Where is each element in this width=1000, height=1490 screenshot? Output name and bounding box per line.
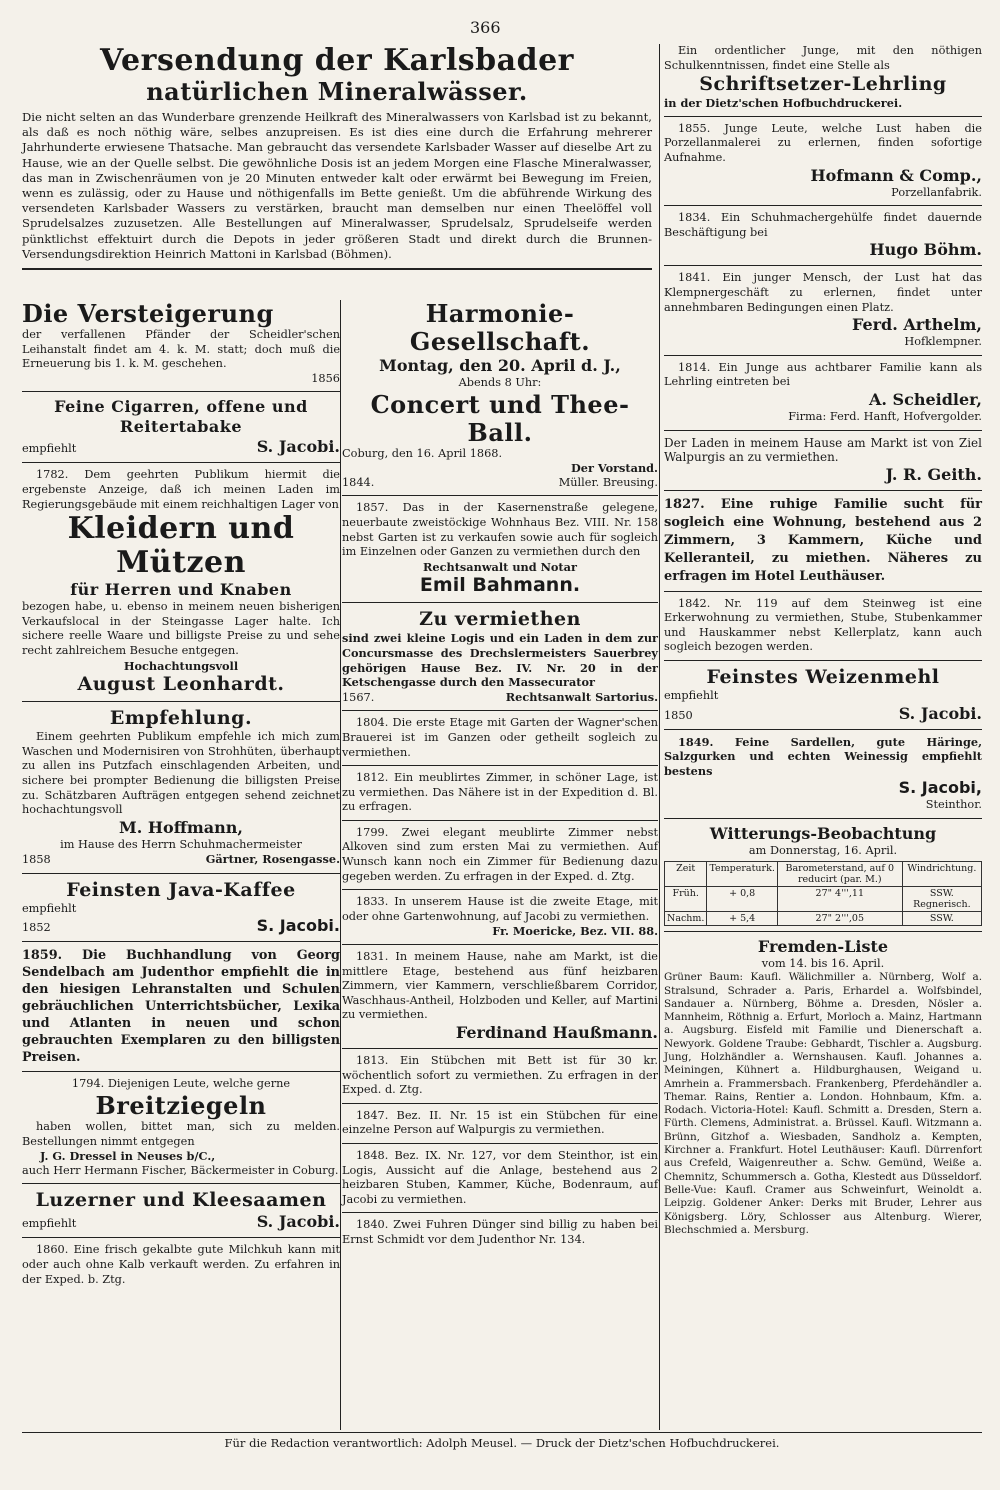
kleidern-name: August Leonhardt. — [77, 673, 285, 696]
divider — [342, 944, 658, 945]
mehl-name: S. Jacobi. — [898, 703, 982, 723]
karlsbad-subtitle: natürlichen Mineralwässer. — [146, 77, 528, 106]
divider — [22, 1237, 340, 1238]
mehl-empf: empfiehlt — [664, 689, 719, 703]
divider — [664, 490, 982, 491]
ad-1827: 1827. Eine ruhige Familie sucht für sogleich eine Wohnung, bestehend aus 2 Zimmern, 3 Kammern, Küche und Kelleranteil, zu miethen. Näheres zu erfragen im Hotel Leuthäuser. — [664, 496, 982, 584]
kaffee-title: Feinsten Java-Kaffee — [66, 878, 296, 901]
weather-date: am Donnerstag, 16. April. — [748, 844, 898, 858]
weather-cell: Früh. — [665, 886, 707, 911]
ziegel-title: Breitziegeln — [95, 1091, 267, 1121]
weather-title: Witterungs-Beobachtung — [709, 824, 937, 844]
harmonie-vorstand: Der Vorstand. — [570, 461, 658, 476]
ad-1834-name: Hugo Böhm. — [869, 240, 982, 260]
divider — [342, 820, 658, 821]
versteigerung-ad — [22, 300, 340, 386]
mehl-ad — [664, 666, 982, 724]
kleidern-title: Kleidern und Mützen — [67, 511, 295, 581]
vermiethen-title: Zu vermiethen — [419, 608, 581, 631]
karlsbad-title: Versendung der Karlsbader — [100, 43, 574, 78]
ad-1855-sub: Porzellanfabrik. — [891, 185, 982, 199]
cigarren-ad — [22, 397, 340, 457]
ad-1849-name: S. Jacobi, — [898, 778, 982, 798]
kaffee-name: S. Jacobi. — [256, 916, 340, 936]
page-number: 366 — [470, 18, 501, 37]
versteigerung-body: der verfallenen Pfänder der Scheidler'schen Leihanstalt findet am 4. k. M. statt; doch muß die Erneuerung bis 1. k. M. geschehen. — [22, 328, 340, 371]
table-row — [665, 886, 982, 911]
divider — [664, 205, 982, 206]
harmonie-date: Montag, den 20. April d. J., — [379, 356, 621, 375]
ad-1813: 1813. Ein Stübchen mit Bett ist für 30 kr. wöchentlich sofort zu vermiethen. Zu erfragen in der Exped. d. Ztg. — [342, 1054, 658, 1097]
harmonie-ad — [342, 300, 658, 490]
divider — [22, 462, 340, 463]
weather-cell: 27" 2''',05 — [777, 911, 902, 925]
ziegel-ad — [22, 1077, 340, 1178]
divider — [22, 941, 340, 942]
buchhandlung-ad: 1859. Die Buchhandlung von Georg Sendelbach am Judenthor empfiehlt die in den hiesigen Lehranstalten und Schulen gebräuchlichen Unterrichtsbücher, Lexika und Atlanten in neuen und schon gebrauchten Exemplaren zu den billigsten Preisen. — [22, 948, 340, 1066]
ad-1814-body: 1814. Ein Junge aus achtbarer Familie kann als Lehrling eintreten bei — [664, 360, 982, 389]
divider — [664, 660, 982, 661]
weather-header-row — [665, 861, 982, 886]
ad-1834 — [664, 211, 982, 260]
versteigerung-title: Die Versteigerung — [22, 299, 274, 328]
divider — [342, 710, 658, 711]
ad-1812: 1812. Ein meublirtes Zimmer, in schöner Lage, ist zu vermiethen. Das Nähere ist in der Expedition d. Bl. zu erfragen. — [342, 771, 658, 814]
weather-cell: Nachm. — [665, 911, 707, 925]
ad-1848: 1848. Bez. IX. Nr. 127, vor dem Steinthor, ist ein Logis, Aussicht auf die Anlage, bestehend aus 2 heizbaren Stuben, Kammer, Küche, Bodenraum, auf Jacobi zu vermiethen. — [342, 1148, 658, 1206]
kaffee-empf: empfiehlt — [22, 901, 77, 915]
weather-header: Windrichtung. — [902, 861, 981, 886]
lehrling-intro: Ein ordentlicher Junge, mit den nöthigen Schulkenntnissen, findet eine Stelle als — [664, 44, 982, 72]
klee-title: Luzerner und Kleesaamen — [35, 1189, 327, 1212]
wohnhaus-ad — [342, 501, 658, 597]
mehl-num: 1850 — [664, 708, 693, 722]
middle-column — [342, 300, 658, 1250]
weather-cell: + 5,4 — [707, 911, 777, 925]
ad-1841-body: 1841. Ein junger Mensch, der Lust hat das Klempnergeschäft zu erlernen, findet unter annehmbaren Bedingungen einen Platz. — [664, 271, 982, 314]
fremden-ad — [664, 937, 982, 1238]
ad-1831-name: Ferdinand Haußmann. — [455, 1023, 658, 1042]
lehrling-title: Schriftsetzer-Lehrling — [699, 73, 947, 96]
harmonie-num: 1844. — [342, 475, 375, 489]
versteigerung-num: 1856 — [311, 371, 340, 385]
mehl-title: Feinstes Weizenmehl — [706, 666, 940, 689]
harmonie-title: Harmonie-Gesellschaft. — [409, 299, 591, 356]
kleidern-intro: 1782. Dem geehrten Publikum hiermit die ergebenste Anzeige, daß ich meinen Laden im Regierungsgebäude mit einem reichhaltigen Lager von — [22, 468, 340, 511]
kleidern-gruss: Hochachtungsvoll — [123, 658, 239, 673]
ad-1841-sub: Hofklempner. — [904, 335, 982, 349]
empfehlung-name: M. Hoffmann, — [119, 817, 243, 837]
ad-1855-name: Hofmann & Comp., — [810, 165, 982, 185]
column-divider-left — [340, 300, 341, 1430]
divider — [22, 701, 340, 702]
empfehlung-sign — [22, 852, 340, 868]
ziegel-body: haben wollen, bittet man, sich zu melden. Bestellungen nimmt entgegen — [22, 1120, 340, 1148]
divider — [342, 495, 658, 496]
ziegel-name2: auch Herr Hermann Fischer, Bäckermeister in Coburg. — [22, 1163, 339, 1177]
divider — [664, 818, 982, 819]
harmonie-time: Abends 8 Uhr: — [458, 376, 542, 389]
wohnhaus-body: 1857. Das in der Kasernenstraße gelegene, neuerbaute zweistöckige Wohnhaus Bez. VIII. Nr. 158 nebst Garten ist zu verkaufen sowie auch für sogleich im Einzelnen oder Ganzen zu vermiethen durch den — [342, 501, 658, 559]
ad-1847: 1847. Bez. II. Nr. 15 ist ein Stübchen für eine einzelne Person auf Walpurgis zu vermiethen. — [342, 1108, 658, 1137]
ad-1814-sub: Firma: Ferd. Hanft, Hofvergolder. — [788, 409, 982, 423]
lehrling-ad — [664, 44, 982, 111]
divider — [342, 602, 658, 603]
left-column — [22, 300, 340, 1289]
laden-body: Der Laden in meinem Hause am Markt ist von Ziel Walpurgis an zu vermiethen. — [664, 435, 982, 465]
vermiethen-num: 1567. — [342, 690, 375, 704]
divider — [664, 931, 982, 932]
weather-cell: + 0,8 — [707, 886, 777, 911]
divider — [342, 1048, 658, 1049]
fremden-body: Grüner Baum: Kaufl. Wälichmiller a. Nürnberg, Wolf a. Stralsund, Schrader a. Paris, Erhardel a. Wolfsbindel, Sandauer a. Nürnberg, Böhme a. Dresden, Nösler a. Mannheim, Röthnig a. Erfurt, Morloch a. Mainz, Hartmann a. Augsburg. Eisfeld mit Familie und Dienerschaft a. Newyork. Goldene Traube: Gebhardt, Tischler a. Augsburg. Jung, Holzhändler a. Wernshausen. Kaufl. Johannes a. Meiningen, Kühnert a. Hildburghausen, Weigand u. Amrhein a. Frammersbach. Frankenberg, Pferdehändler a. Themar. Rains, Rentier a. London. Hohnbaum, Kfm. a. Rodach. Victoria-Hotel: Kaufl. Schmitt a. Dresden, Stern a. Fürth. Clemens, Administrat. a. Brüssel. Kaufl. Witzmann a. Brünn, Gitzhof a. Wiesbaden, Sandholz a. Kempten, Kirchner a. Frankfurt. Hotel Leuthäuser: Kaufl. Dürrenfort aus Crefeld, Waigenreuther a. Schw. Gemünd, Weiße a. Chemnitz, Schummersch a. Gotha, Klestedt aus Düsseldorf. Belle-Vue: Kaufl. Cramer aus Schweinfurt, Weinoldt a. Leipzig. Goldener Anker: Derks mit Bruder, Lehrer aus Königsberg. Löry, Schlosser aus Altenburg. Wierer, Blechschmied a. Mersburg. — [664, 971, 982, 1236]
ad-1840: 1840. Zwei Fuhren Dünger sind billig zu haben bei Ernst Schmidt vor dem Judenthor Nr. 134. — [342, 1218, 658, 1246]
weather-cell: 27" 4''',11 — [777, 886, 902, 911]
divider — [342, 765, 658, 766]
ad-1842: 1842. Nr. 119 auf dem Steinweg ist eine Erkerwohnung zu vermiethen, Stube, Stubenkammer und Hauskammer nebst Kellerplatz, kann auch sogleich bezogen werden. — [664, 596, 982, 654]
laden-name: J. R. Geith. — [885, 464, 982, 484]
weather-ad — [664, 824, 982, 926]
vermiethen-body: sind zwei kleine Logis und ein Laden in dem zur Concursmasse des Drechslermeisters Sauerbrey gehörigen Hause Bez. IV. Nr. 20 in der Ketschengasse durch den Massecurator — [342, 631, 658, 690]
empfehlung-body: Einem geehrten Publikum empfehle ich mich zum Waschen und Modernisiren von Strohhüten, überhaupt zu allen ins Putzfach einschlagenden Arbeiten, und sichere bei prompter Bedienung die billigsten Preise zu. Schätzbaren Aufträgen entgegen sehend zeichnet hochachtungsvoll — [22, 730, 340, 817]
weather-table — [664, 861, 982, 926]
divider — [664, 729, 982, 730]
weather-header: Zeit — [665, 861, 707, 886]
fremden-date: vom 14. bis 16. April. — [761, 956, 885, 970]
weather-header: Barometerstand, auf 0 reducirt (par. M.) — [777, 861, 902, 886]
empfehlung-addr: im Hause des Herrn Schuhmachermeister — [60, 837, 302, 851]
divider — [664, 116, 982, 117]
klee-name: S. Jacobi. — [256, 1212, 340, 1232]
weather-header: Temperaturk. — [707, 861, 777, 886]
ad-1855 — [664, 122, 982, 200]
karlsbad-body: Die nicht selten an das Wunderbare grenzende Heilkraft des Mineralwassers von Karlsbad ist zu bekannt, als daß es noch nöthig wäre, selbes anzupreisen. Es ist dies eine durch die Erfahrung mehrerer Jahrhunderte erwiesene Thatsache. Man gebraucht das versendete Karlsbader Wasser auf dieselbe Art zu Hause, wie an der Quelle selbst. Die gewöhnliche Dosis ist an jedem Morgen eine Flasche Mineralwasser, das man in Zwischenräumen von je 20 Minuten entweder kalt oder erwärmt bei Bewegung im Freien, wenn es zulässig, oder zu Hause und nöthigenfalls im Bette genießt. Um die abführende Wirkung des versendeten Karlsbader Wassers zu verstärken, braucht man demselben nur einen Theelöffel voll Sprudelsalzes zuzusetzen. Alle Bestellungen auf Mineralwasser, Sprudelsalz, Sprudelseife werden pünktlichst effektuirt durch die Depots in jeder größeren Stadt und direkt durch die Brunnen-Versendungsdirektion Heinrich Mattoni in Karlsbad (Böhmen). — [22, 110, 652, 261]
divider — [22, 1071, 340, 1072]
kaffee-ad — [22, 879, 340, 937]
ad-1841 — [664, 271, 982, 349]
divider — [342, 889, 658, 890]
ad-1831 — [342, 950, 658, 1043]
karlsbad-ad — [22, 44, 652, 276]
harmonie-place: Coburg, den 16. April 1868. — [342, 446, 503, 460]
table-row — [665, 911, 982, 925]
ad-1833-name: Fr. Moericke, Bez. VII. 88. — [492, 924, 658, 939]
ad-1849-sub: Steinthor. — [925, 798, 982, 812]
cigarren-sign — [22, 437, 340, 457]
ad-1831-body: 1831. In meinem Hause, nahe am Markt, ist die mittlere Etage, bestehend aus fünf heizbaren Zimmern, vier Kammern, verschließbarem Corridor, Waschhaus-Antheil, Holzboden und Keller, auf Martini zu vermiethen. — [342, 950, 658, 1022]
divider — [342, 1212, 658, 1213]
divider — [342, 1143, 658, 1144]
ad-1855-body: 1855. Junge Leute, welche Lust haben die Porzellanmalerei zu erlernen, finden sofortige Aufnahme. — [664, 121, 982, 164]
harmonie-sign — [342, 476, 658, 491]
weather-cell: SSW. — [902, 911, 981, 925]
cigarren-title: Feine Cigarren, offene und Reitertabake — [54, 397, 308, 437]
right-column — [664, 44, 982, 1239]
klee-ad — [22, 1189, 340, 1232]
ad-1833-body: 1833. In unserem Hause ist die zweite Etage, mit oder ohne Gartenwohnung, auf Jacobi zu vermiethen. — [342, 895, 658, 923]
kleidern-ad — [22, 468, 340, 696]
ad-1833 — [342, 895, 658, 939]
ad-1799: 1799. Zwei elegant meublirte Zimmer nebst Alkoven sind zum ersten Mai zu vermiethen. Auf Wunsch kann noch ein Zimmer für Bedienung dazu gegeben werden. Zu erfragen in der Exped. d. Ztg. — [342, 825, 658, 883]
laden-ad — [664, 436, 982, 485]
ad-1834-body: 1834. Ein Schuhmachergehülfe findet dauernde Beschäftigung bei — [664, 211, 982, 239]
divider — [664, 265, 982, 266]
kleidern-body: bezogen habe, u. ebenso in meinem neuen bisherigen Verkaufslocal in der Steingasse Lager halte. Ich sichere reelle Waare und billigste Preise zu und sehe recht zahlreichem Besuche entgegen. — [22, 600, 340, 657]
divider — [22, 873, 340, 874]
vermiethen-sign — [342, 690, 658, 706]
vermiethen-ad — [342, 608, 658, 705]
ad-1814 — [664, 361, 982, 425]
ad-1841-name: Ferd. Arthelm, — [851, 315, 982, 335]
empfehlung-ad — [22, 707, 340, 868]
ad-1849 — [664, 735, 982, 813]
ziegel-intro: 1794. Diejenigen Leute, welche gerne — [71, 1077, 291, 1091]
fremden-title: Fremden-Liste — [757, 936, 889, 956]
wohnhaus-name: Emil Bahmann. — [419, 574, 581, 597]
divider — [22, 268, 652, 270]
klee-empf: empfiehlt — [22, 1217, 77, 1231]
wohnhaus-role: Rechtsanwalt und Notar — [423, 559, 577, 574]
ziegel-name1: J. G. Dressel in Neuses b/C., — [40, 1149, 216, 1164]
empfehlung-title: Empfehlung. — [109, 707, 253, 730]
cigarren-empf: empfiehlt — [22, 442, 77, 456]
ad-1804: 1804. Die erste Etage mit Garten der Wagner'schen Brauerei ist im Ganzen oder getheilt sogleich zu vermiethen. — [342, 716, 658, 759]
kaffee-num: 1852 — [22, 921, 51, 935]
mehl-sign — [664, 704, 982, 724]
column-divider-right — [659, 44, 660, 1430]
kleidern-sub: für Herren und Knaben — [70, 580, 292, 600]
divider — [664, 430, 982, 431]
cigarren-name: S. Jacobi. — [256, 437, 340, 457]
ad-1814-name: A. Scheidler, — [868, 389, 982, 409]
kaffee-sign — [22, 916, 340, 936]
footer-imprint: Für die Redaction verantwortlich: Adolph Meusel. — Druck der Dietz'schen Hofbuchdruckerei. — [22, 1432, 982, 1450]
empfehlung-addr2: Gärtner, Rosengasse. — [205, 852, 340, 867]
divider — [664, 355, 982, 356]
harmonie-names: Müller. Breusing. — [558, 475, 658, 489]
ad-1849-body: 1849. Feine Sardellen, gute Häringe, Salzgurken und echten Weinessig empfiehlt bestens — [664, 734, 982, 778]
lehrling-where: in der Dietz'schen Hofbuchdruckerei. — [664, 96, 903, 111]
weather-cell: SSW. Regnerisch. — [902, 886, 981, 911]
empfehlung-num: 1858 — [22, 853, 51, 867]
divider — [664, 591, 982, 592]
divider — [22, 1183, 340, 1184]
divider — [342, 1103, 658, 1104]
divider — [22, 391, 340, 392]
harmonie-event: Concert und Thee-Ball. — [370, 389, 630, 447]
klee-sign — [22, 1212, 340, 1232]
vermiethen-name: Rechtsanwalt Sartorius. — [505, 689, 658, 704]
milchkuh-ad: 1860. Eine frisch gekalbte gute Milchkuh kann mit oder auch ohne Kalb verkauft werden. Zu erfahren in der Exped. b. Ztg. — [22, 1243, 340, 1286]
